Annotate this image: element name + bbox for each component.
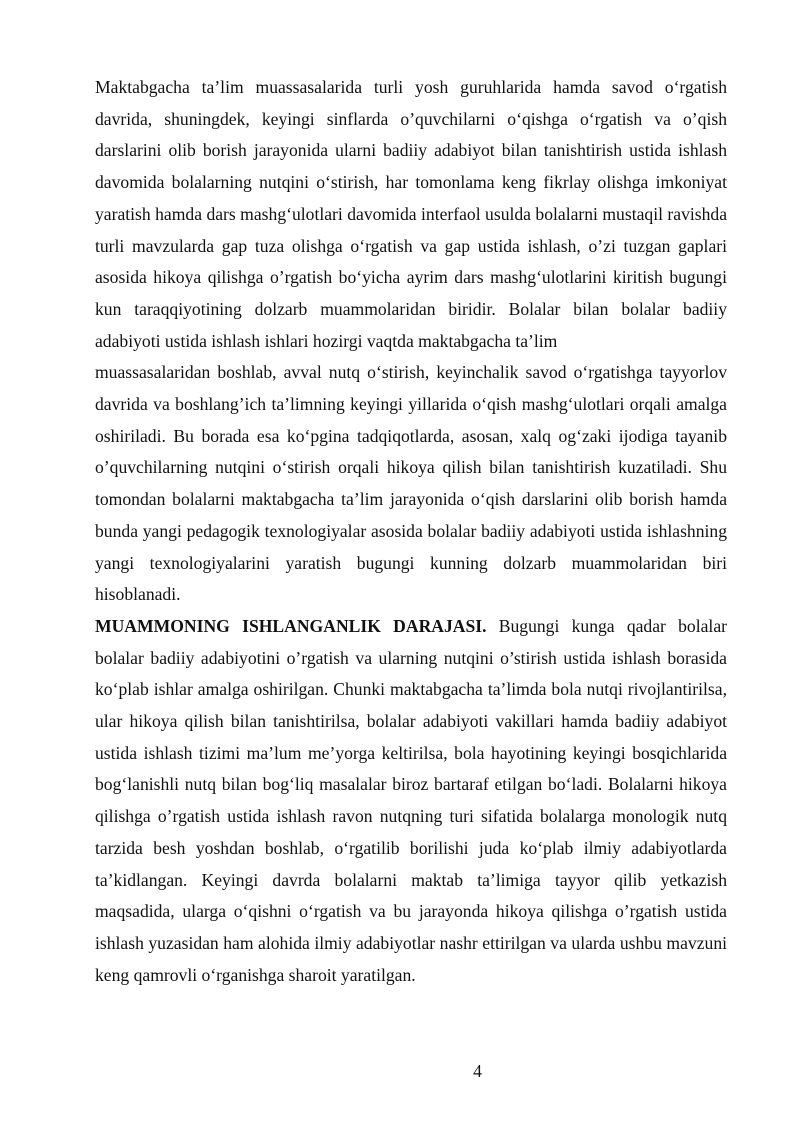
page-number: 4 (473, 1061, 482, 1081)
paragraph-3 (95, 611, 727, 991)
paragraph-2: muassasalaridan boshlab, avval nutq o‘stirish, keyinchalik savod o‘rgatishga tayyorlov davrida va boshlang’ich ta’limning keyingi yillarida o‘qish mashg‘ulotlari orqali amalga oshiriladi. Bu borada esa ko‘pgina tadqiqotlarda, asosan, xalq og‘zaki ijodiga tayanib o’quvchilarning nutqini o‘stirish orqali hikoya qilish bilan tanishtirish kuzatiladi. Shu tomondan bolalarni maktabgacha ta’lim jarayonida o‘qish darslarini olib borish hamda bunda yangi pedagogik texnologiyalar asosida bolalar badiiy adabiyoti ustida ishlashning yangi texnologiyalarini yaratish bugungi kunning dolzarb muammolaridan biri hisoblanadi. (95, 362, 727, 605)
paragraph-3-text: Bugungi kunga qadar bolalar bolalar badiiy adabiyotini o’rgatish va ularning nutqini o’stirish ustida ishlash borasida ko‘plab ishlar amalga oshirilgan. Chunki maktabgacha ta’limda bola nutqi rivojlantirilsa, ular hikoya qilish bilan tanishtirilsa, bolalar adabiyoti vakillari hamda badiiy adabiyot ustida ishlash tizimi ma’lum me’yorga keltirilsa, bola hayotining keyingi bosqichlarida bog‘lanishli nutq bilan bog‘liq masalalar biroz bartaraf etilgan bo‘ladi. Bolalarni hikoya qilishga o’rgatish ustida ishlash ravon nutqning turi sifatida bolalarga monologik nutq tarzida besh yoshdan boshlab, o‘rgatilib borilishi juda ko‘plab ilmiy adabiyotlarda ta’kidlangan. Keyingi davrda bolalarni maktab ta’limiga tayyor qilib yetkazish maqsadida, ularga o‘qishni o‘rgatish va bu jarayonda hikoya qilishga o’rgatish ustida ishlash yuzasidan ham alohida ilmiy adabiyotlar nashr ettirilgan va ularda ushbu mavzuni keng qamrovli o‘rganishga sharoit yaratilgan. (95, 615, 727, 985)
body-text (95, 72, 727, 991)
section-heading: MUAMMONING ISHLANGANLIK DARAJASI. (95, 615, 487, 636)
paragraph-1: Maktabgacha ta’lim muassasalarida turli yosh guruhlarida hamda savod o‘rgatish davrida, shuningdek, keyingi sinflarda o’quvchilarni o‘qishga o‘rgatish va o’qish darslarini olib borish jarayonida ularni badiiy adabiyot bilan tanishtirish ustida ishlash davomida bolalarning nutqini o‘stirish, har tomonlama keng fikrlay olishga imkoniyat yaratish hamda dars mashg‘ulotlari davomida interfaol usulda bolalarni mustaqil ravishda turli mavzularda gap tuza olishga o‘rgatish va gap ustida ishlash, o’zi tuzgan gaplari asosida hikoya qilishga o’rgatish bo‘yicha ayrim dars mashg‘ulotlarini kiritish bugungi kun taraqqiyotining dolzarb muammolaridan biridir. Bolalar bilan bolalar badiiy adabiyoti ustida ishlash ishlari hozirgi vaqtda maktabgacha ta’lim (95, 77, 727, 351)
